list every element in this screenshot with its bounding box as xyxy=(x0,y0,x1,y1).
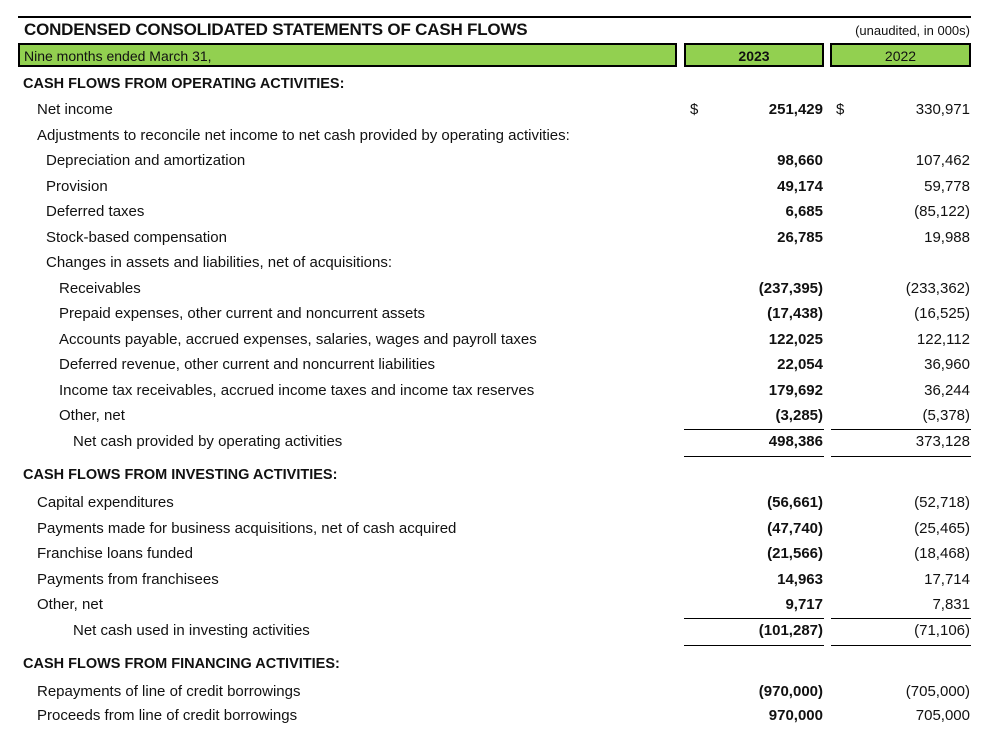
value-2023: (970,000) xyxy=(758,683,823,700)
value-2022: (16,525) xyxy=(914,305,970,322)
row-label: Deferred taxes xyxy=(46,203,145,220)
value-2023: 14,963 xyxy=(777,571,823,588)
value-2022: 330,971 xyxy=(915,101,970,118)
value-2022: 705,000 xyxy=(915,707,970,724)
row-label: Net income xyxy=(37,101,113,118)
row-label: Other, net xyxy=(37,596,103,613)
year-2022-label: 2022 xyxy=(884,48,917,64)
table-row xyxy=(0,203,1005,227)
value-2022: 17,714 xyxy=(924,571,970,588)
value-2022: 7,831 xyxy=(932,596,970,613)
value-2023: (56,661) xyxy=(767,494,823,511)
value-2023: 9,717 xyxy=(785,596,823,613)
total-row xyxy=(0,622,1005,646)
value-2022: (25,465) xyxy=(914,520,970,537)
table-row xyxy=(0,305,1005,329)
total-rule xyxy=(831,456,971,457)
value-2022: 36,244 xyxy=(924,382,970,399)
table-row xyxy=(0,520,1005,544)
table-row xyxy=(0,127,1005,151)
year-2022-header xyxy=(830,43,971,67)
row-label: Repayments of line of credit borrowings xyxy=(37,683,301,700)
value-2023: 251,429 xyxy=(768,101,823,118)
currency-symbol-2022: $ xyxy=(836,101,845,118)
value-2023: 22,054 xyxy=(777,356,823,373)
table-row xyxy=(0,571,1005,595)
row-label: Provision xyxy=(46,178,108,195)
unaudited-note: (unaudited, in 000s) xyxy=(855,23,970,38)
total-rule xyxy=(831,618,971,619)
value-2023: (17,438) xyxy=(767,305,823,322)
period-header xyxy=(18,43,677,67)
row-label: Prepaid expenses, other current and noncurrent assets xyxy=(59,305,426,322)
total-rule xyxy=(684,618,824,619)
value-2023: 49,174 xyxy=(777,178,823,195)
row-label: Stock-based compensation xyxy=(46,229,227,246)
table-row xyxy=(0,254,1005,278)
table-row xyxy=(0,707,1005,731)
total-rule xyxy=(831,429,971,430)
total-rule xyxy=(684,456,824,457)
value-2023: (101,287) xyxy=(758,622,823,639)
section-header-row xyxy=(0,656,1005,680)
row-label: Proceeds from line of credit borrowings xyxy=(37,707,298,724)
total-rule xyxy=(684,645,824,646)
currency-symbol-2023: $ xyxy=(690,101,699,118)
value-2023: (237,395) xyxy=(758,280,823,297)
row-label: Payments from franchisees xyxy=(37,571,219,588)
table-row xyxy=(0,178,1005,202)
table-row xyxy=(0,152,1005,176)
row-label: Capital expenditures xyxy=(37,494,174,511)
value-2023: (21,566) xyxy=(767,545,823,562)
row-label: Changes in assets and liabilities, net of acquisitions: xyxy=(46,254,393,271)
row-label: Accounts payable, accrued expenses, salaries, wages and payroll taxes xyxy=(59,331,537,348)
section-header-row xyxy=(0,467,1005,491)
row-label: Income tax receivables, accrued income taxes and income tax reserves xyxy=(59,382,535,399)
row-label: CASH FLOWS FROM OPERATING ACTIVITIES: xyxy=(23,76,345,92)
value-2022: 373,128 xyxy=(915,433,970,450)
year-2023-label: 2023 xyxy=(738,48,770,64)
table-row xyxy=(0,331,1005,355)
row-label: Depreciation and amortization xyxy=(46,152,246,169)
row-label: Net cash used in investing activities xyxy=(73,622,310,639)
value-2023: 26,785 xyxy=(777,229,823,246)
table-row xyxy=(0,494,1005,518)
row-label: Franchise loans funded xyxy=(37,545,193,562)
total-rule xyxy=(684,429,824,430)
value-2022: 107,462 xyxy=(915,152,970,169)
value-2022: (85,122) xyxy=(914,203,970,220)
value-2023: 122,025 xyxy=(768,331,823,348)
row-label: Receivables xyxy=(59,280,141,297)
value-2023: 179,692 xyxy=(768,382,823,399)
row-label: Deferred revenue, other current and noncurrent liabilities xyxy=(59,356,436,373)
table-row xyxy=(0,229,1005,253)
value-2022: 59,778 xyxy=(924,178,970,195)
table-row xyxy=(0,101,1005,125)
table-row xyxy=(0,382,1005,406)
year-2023-header xyxy=(684,43,824,67)
value-2023: (3,285) xyxy=(775,407,823,424)
row-label: Net cash provided by operating activities xyxy=(73,433,343,450)
page-title: CONDENSED CONSOLIDATED STATEMENTS OF CASH FLOWS xyxy=(24,20,528,39)
row-label: CASH FLOWS FROM FINANCING ACTIVITIES: xyxy=(23,656,340,672)
row-label: CASH FLOWS FROM INVESTING ACTIVITIES: xyxy=(23,467,338,483)
value-2023: (47,740) xyxy=(767,520,823,537)
row-label: Adjustments to reconcile net income to net cash provided by operating activities: xyxy=(37,127,570,144)
value-2022: 36,960 xyxy=(924,356,970,373)
table-row xyxy=(0,545,1005,569)
table-row xyxy=(0,683,1005,707)
table-row xyxy=(0,407,1005,431)
header-top-rule xyxy=(18,16,971,18)
value-2022: (705,000) xyxy=(905,683,970,700)
section-header-row xyxy=(0,76,1005,100)
table-row xyxy=(0,356,1005,380)
value-2022: 19,988 xyxy=(924,229,970,246)
value-2023: 98,660 xyxy=(777,152,823,169)
total-row xyxy=(0,433,1005,457)
period-label: Nine months ended March 31, xyxy=(24,48,212,64)
value-2022: (52,718) xyxy=(914,494,970,511)
row-label: Payments made for business acquisitions, net of cash acquired xyxy=(37,520,457,537)
value-2022: (5,378) xyxy=(922,407,970,424)
value-2022: 122,112 xyxy=(916,331,970,348)
table-row xyxy=(0,596,1005,620)
value-2022: (18,468) xyxy=(914,545,970,562)
value-2023: 6,685 xyxy=(785,203,823,220)
value-2023: 970,000 xyxy=(768,707,823,724)
total-rule xyxy=(831,645,971,646)
value-2022: (71,106) xyxy=(914,622,970,639)
row-label: Other, net xyxy=(59,407,125,424)
value-2023: 498,386 xyxy=(768,433,823,450)
table-row xyxy=(0,280,1005,304)
value-2022: (233,362) xyxy=(905,280,970,297)
